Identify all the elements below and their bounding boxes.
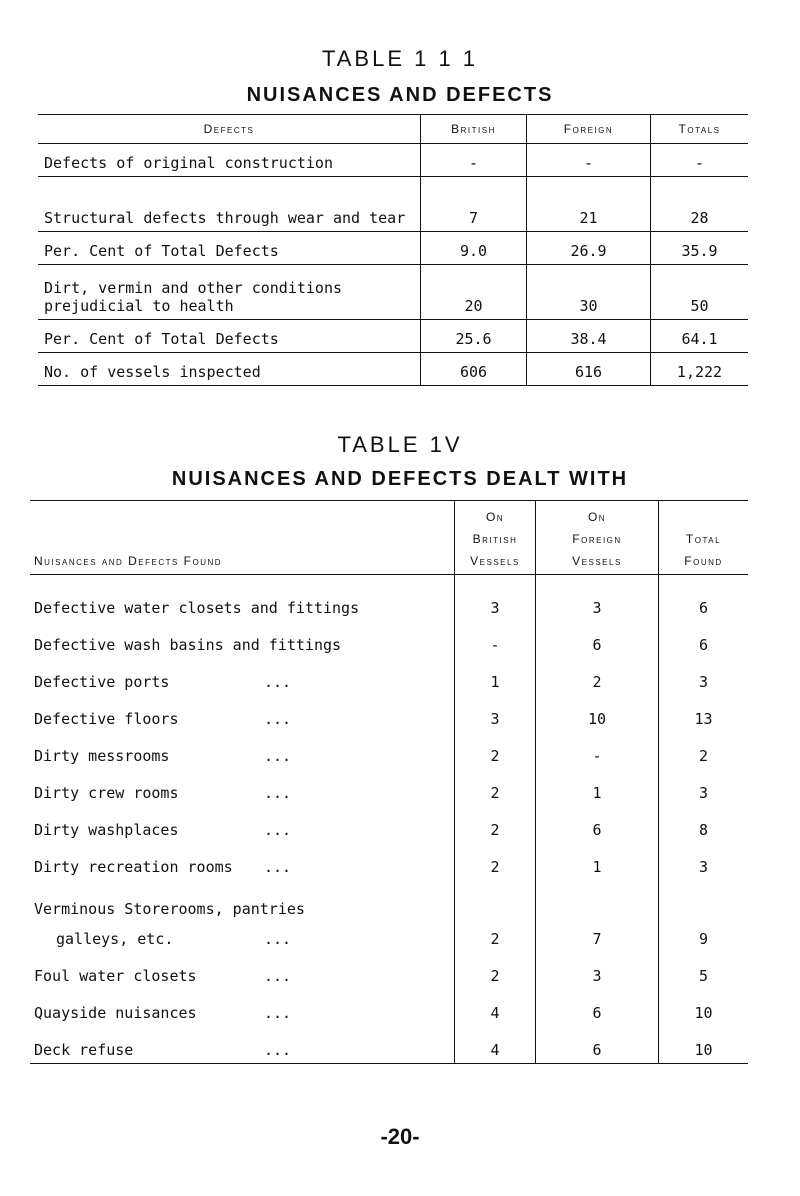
table-row [30,841,748,878]
foreign-value: 21 [527,177,651,232]
row-label: Defects of original construction [38,144,421,177]
table-row [38,353,748,386]
british-value: - [421,144,527,177]
row-label [30,575,455,620]
row-label [30,693,455,730]
label-text: Foul water closets [34,967,197,985]
foreign-value: 26.9 [527,232,651,265]
leader-dots: ... [264,1004,292,1022]
label-text: Defective floors [34,710,179,728]
row-label [30,1024,455,1064]
table4-subtitle: NUISANCES AND DEFECTS DEALT WITH [171,468,629,490]
british-value: 4 [455,987,536,1024]
table3-header-foreign: Foreign [527,115,651,144]
foreign-value: 1 [536,767,659,804]
leader-dots: ... [264,967,292,985]
totals-value: 64.1 [651,320,749,353]
table-row [30,804,748,841]
leader-dots: ... [264,747,292,765]
british-value: 2 [455,878,536,950]
british-value: 9.0 [421,232,527,265]
table-row [30,730,748,767]
british-value: 4 [455,1024,536,1064]
table-row [30,987,748,1024]
row-label: Dirt, vermin and other conditions prejudicial to health [38,265,421,320]
label-text: Dirty recreation rooms [34,858,233,876]
table3-subtitle: NUISANCES AND DEFECTS [246,84,554,106]
table3-header-row [38,115,748,144]
row-label [30,656,455,693]
foreign-value: 10 [536,693,659,730]
label-text: Defective ports [34,673,170,691]
label-text: Verminous Storerooms, pantries [34,900,305,918]
table3 [38,114,748,386]
label-text: Deck refuse [34,1041,134,1059]
british-value: 2 [455,950,536,987]
british-value: 606 [421,353,527,386]
table4 [30,500,748,1064]
british-value: 20 [421,265,527,320]
table-row [30,1024,748,1064]
foreign-value: 7 [536,878,659,950]
foreign-value: 30 [527,265,651,320]
row-label: Per. Cent of Total Defects [38,232,421,265]
row-label: Structural defects through wear and tear [38,177,421,232]
leader-dots: ... [264,930,292,948]
leader-dots: ... [264,784,292,802]
totals-value: 28 [651,177,749,232]
total-value: 9 [659,878,749,950]
table3-title: TABLE 1 1 1 [321,46,479,71]
leader-dots: ... [264,673,292,691]
table-row [30,693,748,730]
table4-header-british [455,501,536,575]
label-text: Dirty messrooms [34,747,170,765]
totals-value: - [651,144,749,177]
table-row [30,767,748,804]
row-label [30,987,455,1024]
british-value: 1 [455,656,536,693]
total-value: 3 [659,656,749,693]
total-value: 6 [659,575,749,620]
foreign-value: 6 [536,1024,659,1064]
page-number: -20- [380,1124,420,1149]
row-label: No. of vessels inspected [38,353,421,386]
table-row [30,950,748,987]
label-text: Quayside nuisances [34,1004,197,1022]
header-line: Total [685,532,722,546]
leader-dots: ... [264,710,292,728]
table-row [38,232,748,265]
row-label [30,878,455,950]
british-value: 2 [455,841,536,878]
table4-title: TABLE 1V [337,432,463,457]
total-value: 10 [659,987,749,1024]
header-line: British [472,532,518,546]
header-line: Foreign [572,532,622,546]
row-label [30,730,455,767]
total-value: 8 [659,804,749,841]
leader-dots: ... [264,858,292,876]
table3-header-british: British [421,115,527,144]
totals-value: 35.9 [651,232,749,265]
label-text: Defective water closets and fittings [34,599,360,617]
british-value: 25.6 [421,320,527,353]
table4-header-foreign [536,501,659,575]
row-label [30,619,455,656]
total-value: 3 [659,767,749,804]
header-line: Found [684,554,723,568]
row-label [30,804,455,841]
table-row [38,320,748,353]
label-text-continued [34,930,450,948]
totals-value: 50 [651,265,749,320]
label-text: Dirty washplaces [34,821,179,839]
label-text: galleys, etc. [56,930,174,948]
table3-header-totals: Totals [651,115,749,144]
row-label [30,950,455,987]
british-value: 7 [421,177,527,232]
table-row [38,265,748,320]
row-label [30,767,455,804]
table-row [30,878,748,950]
foreign-value: 3 [536,950,659,987]
row-label: Per. Cent of Total Defects [38,320,421,353]
header-line: Vessels [572,554,622,568]
total-value: 3 [659,841,749,878]
table-row [30,575,748,620]
header-line: Vessels [470,554,520,568]
british-value: 3 [455,575,536,620]
table4-header-row [30,501,748,575]
foreign-value: - [536,730,659,767]
foreign-value: 38.4 [527,320,651,353]
total-value: 2 [659,730,749,767]
foreign-value: 6 [536,987,659,1024]
british-value: 2 [455,767,536,804]
british-value: 3 [455,693,536,730]
total-value: 6 [659,619,749,656]
label-text: Defective wash basins and fittings [34,636,342,654]
leader-dots: ... [264,821,292,839]
foreign-value: 616 [527,353,651,386]
row-label [30,841,455,878]
table-row [30,619,748,656]
british-value: 2 [455,730,536,767]
header-line: On [485,510,505,524]
foreign-value: 6 [536,804,659,841]
leader-dots: ... [264,1041,292,1059]
table-row [30,656,748,693]
foreign-value: 1 [536,841,659,878]
label-text: Dirty crew rooms [34,784,179,802]
foreign-value: 3 [536,575,659,620]
table3-header-defects: Defects [38,115,421,144]
foreign-value: 2 [536,656,659,693]
table-row [38,177,748,232]
foreign-value: - [527,144,651,177]
british-value: - [455,619,536,656]
total-value: 10 [659,1024,749,1064]
totals-value: 1,222 [651,353,749,386]
total-value: 13 [659,693,749,730]
header-line: On [587,510,607,524]
table4-header-total [659,501,749,575]
table4-header-nuisances: Nuisances and Defects Found [30,501,455,575]
total-value: 5 [659,950,749,987]
foreign-value: 6 [536,619,659,656]
table-row [38,144,748,177]
british-value: 2 [455,804,536,841]
